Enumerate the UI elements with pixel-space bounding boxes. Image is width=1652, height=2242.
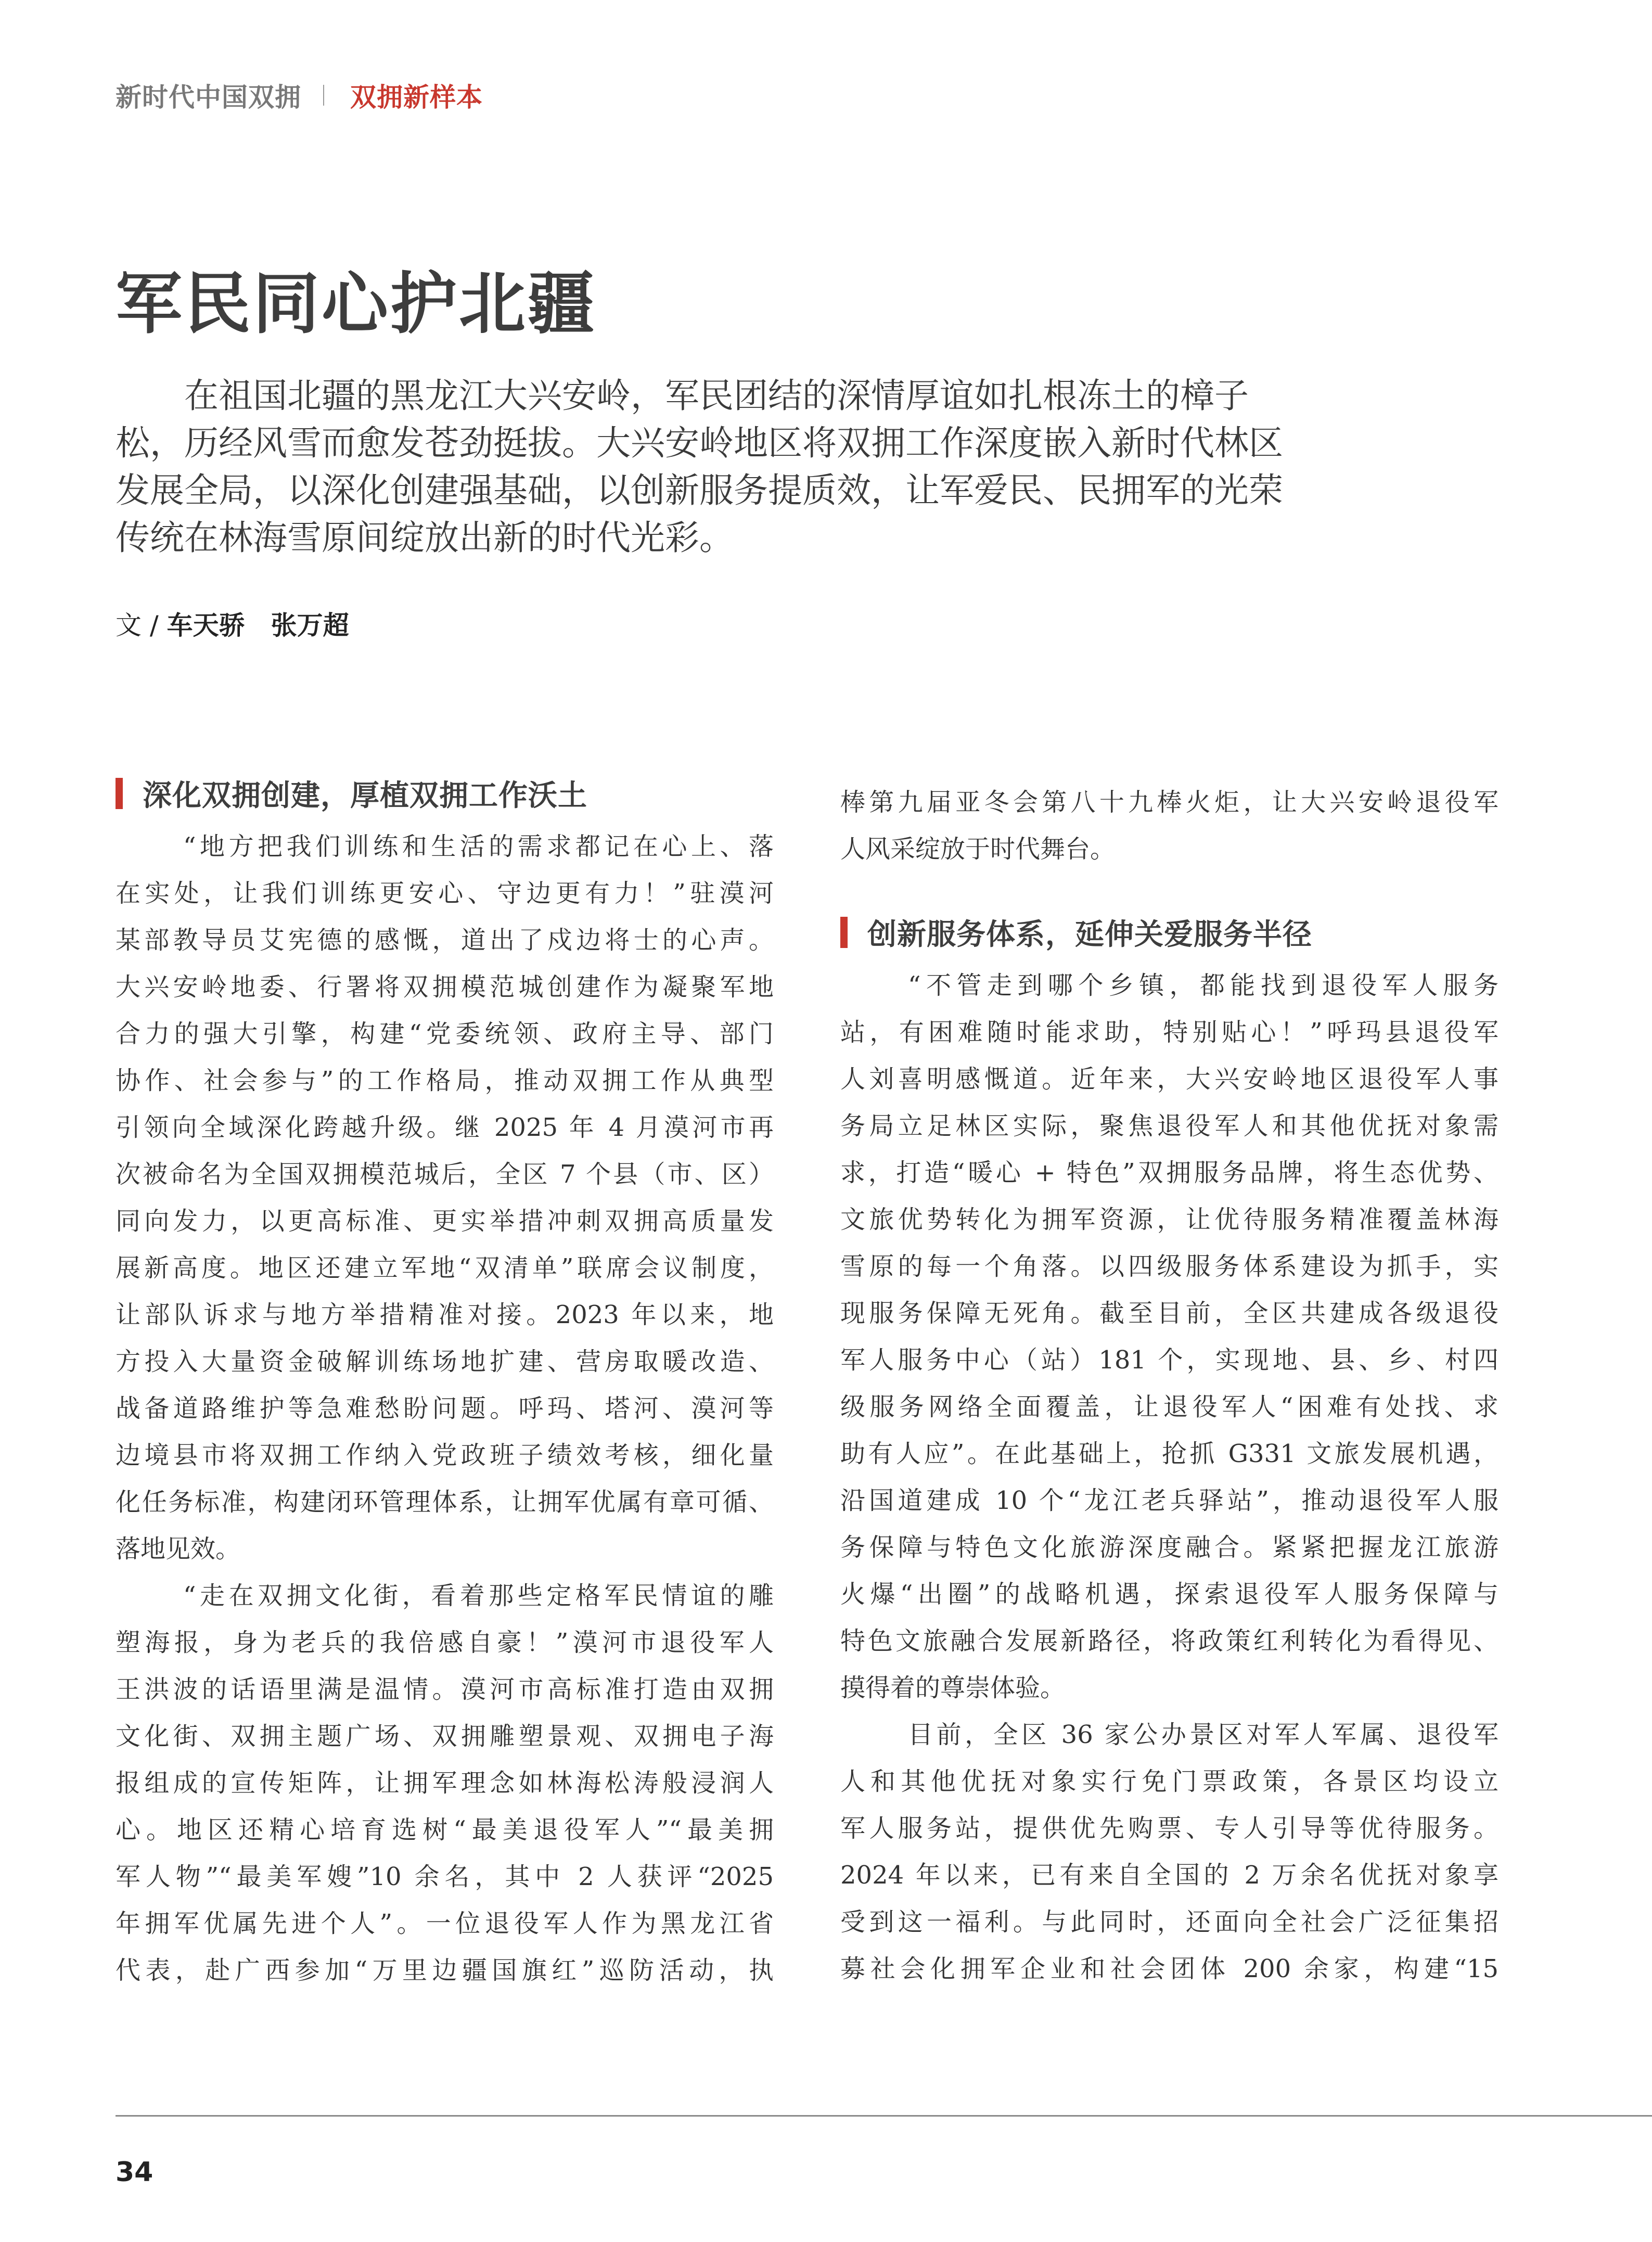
section-title: 深化双拥创建，厚植双拥工作沃土: [143, 779, 587, 813]
section-heading: [840, 914, 1499, 951]
section-heading: [116, 775, 774, 812]
text-line: 某部教导员艾宪德的感慨，道出了戍边将士的心声。: [116, 926, 774, 955]
byline: [116, 605, 349, 642]
text-line: 战备道路维护等急难愁盼问题。呼玛、塔河、漠河等: [116, 1394, 774, 1423]
column-name: 双拥新样本: [350, 82, 483, 112]
text-line: 特色文旅融合发展新路径，将政策红利转化为看得见、: [840, 1626, 1499, 1656]
text-line: 军人服务站，提供优先购票、专人引导等优待服务。: [840, 1814, 1499, 1843]
lead-line: 发展全局，以深化创建强基础，以创新服务提质效，让军爱民、民拥军的光荣: [116, 470, 1283, 510]
byline-authors: 车天骄 张万超: [167, 610, 349, 640]
text-line: 求，打造“暖心 + 特色”双拥服务品牌，将生态优势、: [840, 1158, 1499, 1187]
footer-rule: [116, 2115, 1652, 2117]
series-name: 新时代中国双拥: [116, 82, 301, 112]
text-line: 务保障与特色文化旅游深度融合。紧紧把握龙江旅游: [840, 1533, 1499, 1562]
text-line: “不管走到哪个乡镇，都能找到退役军人服务: [908, 971, 1499, 1000]
text-line: 文化街、双拥主题广场、双拥雕塑景观、双拥电子海: [116, 1722, 774, 1751]
section-marker-bar: [116, 778, 123, 809]
text-line: 边境县市将双拥工作纳入党政班子绩效考核，细化量: [116, 1441, 774, 1470]
right-column: [840, 779, 1499, 1992]
text-line: 级服务网络全面覆盖，让退役军人“困难有处找、求: [840, 1392, 1499, 1421]
text-line: 军人服务中心（站）181 个，实现地、县、乡、村四: [840, 1346, 1499, 1375]
text-line: 摸得着的尊崇体验。: [840, 1673, 1066, 1702]
text-line: 募社会化拥军企业和社会团体 200 余家，构建“15: [840, 1954, 1499, 1983]
text-line: 沿国道建成 10 个“龙江老兵驿站”，推动退役军人服: [840, 1486, 1499, 1515]
page-number: 34: [116, 2157, 153, 2188]
text-line: 协作、社会参与”的工作格局，推动双拥工作从典型: [116, 1066, 774, 1095]
text-line: 文旅优势转化为拥军资源，让优待服务精准覆盖林海: [840, 1205, 1499, 1234]
header-separator: [323, 85, 324, 106]
left-column: [116, 775, 774, 1994]
text-line: “走在双拥文化街，看着那些定格军民情谊的雕: [183, 1581, 774, 1610]
paragraph: [840, 1711, 1499, 1992]
lead-line: 在祖国北疆的黑龙江大兴安岭，军民团结的深情厚谊如扎根冻土的樟子: [184, 376, 1249, 416]
lead-line: 松，历经风雪而愈发苍劲挺拔。大兴安岭地区将双拥工作深度嵌入新时代林区: [116, 423, 1283, 463]
text-line: 雪原的每一个角落。以四级服务体系建设为抓手，实: [840, 1252, 1499, 1281]
text-line: 王洪波的话语里满是温情。漠河市高标准打造由双拥: [116, 1675, 774, 1704]
paragraph: [116, 1572, 774, 1994]
text-line: 引领向全域深化跨越升级。继 2025 年 4 月漠河市再: [116, 1113, 774, 1142]
article-title: 军民同心护北疆: [116, 265, 597, 343]
text-line: 展新高度。地区还建立军地“双清单”联席会议制度，: [116, 1253, 774, 1283]
text-line: 报组成的宣传矩阵，让拥军理念如林海松涛般浸润人: [116, 1769, 774, 1798]
text-line: 合力的强大引擎，构建“党委统领、政府主导、部门: [116, 1019, 774, 1048]
text-line: 人风采绽放于时代舞台。: [840, 835, 1116, 864]
text-line: 化任务标准，构建闭环管理体系，让拥军优属有章可循、: [116, 1488, 774, 1517]
text-line: 落地见效。: [116, 1534, 241, 1564]
text-line: 代表，赴广西参加“万里边疆国旗红”巡防活动，执: [116, 1956, 774, 1985]
text-line: 年拥军优属先进个人”。一位退役军人作为黑龙江省: [116, 1909, 774, 1938]
text-line: 人刘喜明感慨道。近年来，大兴安岭地区退役军人事: [840, 1065, 1499, 1094]
text-line: 2024 年以来，已有来自全国的 2 万余名优抚对象享: [840, 1861, 1499, 1890]
lead-line: 传统在林海雪原间绽放出新的时代光彩。: [116, 518, 734, 558]
text-line: “地方把我们训练和生活的需求都记在心上、落: [183, 832, 774, 861]
text-line: 助有人应”。在此基础上，抢抓 G331 文旅发展机遇，: [840, 1439, 1499, 1468]
section-marker-bar: [840, 917, 848, 948]
text-line: 心。地区还精心培育选树“最美退役军人”“最美拥: [116, 1815, 774, 1844]
running-header: [116, 77, 483, 113]
text-line: 火爆“出圈”的战略机遇，探索退役军人服务保障与: [840, 1580, 1499, 1609]
text-line: 军人物”“最美军嫂”10 余名，其中 2 人获评“2025: [116, 1862, 774, 1891]
text-line: 站，有困难随时能求助，特别贴心！”呼玛县退役军: [840, 1018, 1499, 1047]
text-line: 大兴安岭地委、行署将双拥模范城创建作为凝聚军地: [116, 972, 774, 1002]
text-line: 务局立足林区实际，聚焦退役军人和其他优抚对象需: [840, 1111, 1499, 1141]
text-line: 棒第九届亚冬会第八十九棒火炬，让大兴安岭退役军: [840, 788, 1499, 817]
section-title: 创新服务体系，延伸关爱服务半径: [867, 918, 1312, 952]
text-line: 塑海报，身为老兵的我倍感自豪！”漠河市退役军人: [116, 1628, 774, 1657]
paragraph-continued: [840, 779, 1499, 873]
text-line: 让部队诉求与地方举措精准对接。2023 年以来，地: [116, 1300, 774, 1329]
text-line: 现服务保障无死角。截至目前，全区共建成各级退役: [840, 1299, 1499, 1328]
article-lead: [116, 372, 1375, 561]
paragraph: [116, 823, 774, 1572]
text-line: 方投入大量资金破解训练场地扩建、营房取暖改造、: [116, 1347, 774, 1376]
text-line: 在实处，让我们训练更安心、守边更有力！”驻漠河: [116, 879, 774, 908]
text-line: 人和其他优抚对象实行免门票政策，各景区均设立: [840, 1767, 1499, 1796]
text-line: 次被命名为全国双拥模范城后，全区 7 个县（市、区）: [116, 1160, 774, 1189]
byline-label: 文 /: [116, 610, 167, 640]
text-line: 受到这一福利。与此同时，还面向全社会广泛征集招: [840, 1907, 1499, 1937]
paragraph: [840, 962, 1499, 1711]
text-line: 目前，全区 36 家公办景区对军人军属、退役军: [908, 1720, 1499, 1749]
text-line: 同向发力，以更高标准、更实举措冲刺双拥高质量发: [116, 1207, 774, 1236]
